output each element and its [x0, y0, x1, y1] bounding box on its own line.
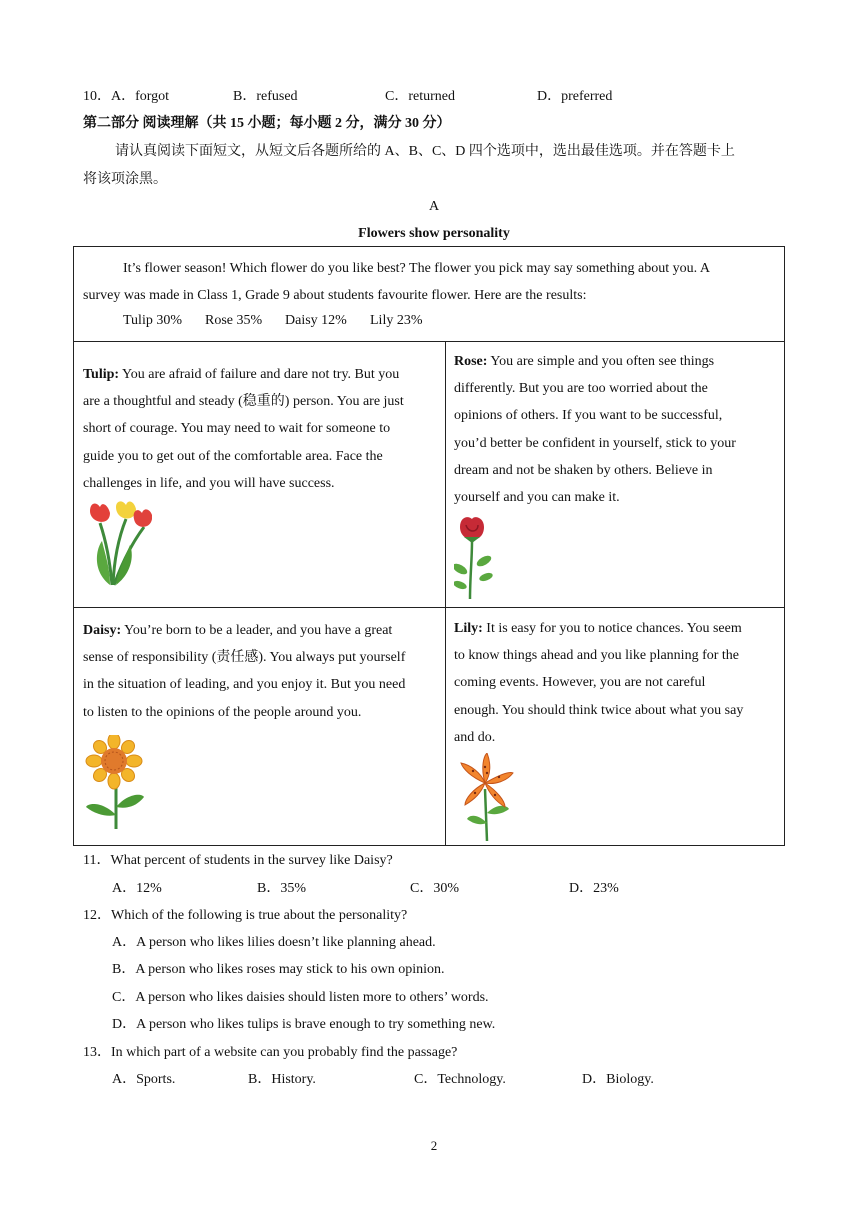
tulip-text: Tulip: You are afraid of failure and dare not try. But you are a thoughtful and steady (稳重的) person. You are just short of courage. You may need to wait for someone to guide you to get out of the comfortable area. Face the challenges in life, and you will have success.	[83, 367, 404, 491]
rose-label: Rose:	[454, 354, 488, 369]
question-number: 10．	[83, 89, 111, 104]
option-c[interactable]: C．A person who likes daisies should listen more to others’ words.	[112, 990, 489, 1005]
question-number: 13．	[83, 1045, 111, 1060]
instruction-line-1: 请认真阅读下面短文，从短文后各题所给的 A、B、C、D 四个选项中，选出最佳选项。并在答题卡上	[115, 144, 735, 159]
sunflower-icon	[82, 735, 146, 831]
option-c[interactable]: C．returned	[385, 89, 455, 104]
option-c[interactable]: C．Technology.	[414, 1072, 506, 1087]
option-d[interactable]: D．A person who likes tulips is brave enough to try something new.	[112, 1017, 496, 1032]
option-b[interactable]: B．35%	[257, 881, 306, 896]
option-d[interactable]: D．23%	[569, 881, 619, 896]
question-number: 11．	[83, 853, 111, 868]
question-text: What percent of students in the survey like Daisy?	[110, 853, 393, 868]
daisy-text: Daisy: You’re born to be a leader, and you have a great sense of responsibility (责任感). You always put yourself in the situation of leading, and you enjoy it. But you need to listen to the opinions of the people around you.	[83, 623, 406, 720]
result-tulip: Tulip 30%	[123, 313, 183, 328]
option-b[interactable]: B．History.	[248, 1072, 316, 1087]
flower-table	[73, 246, 785, 846]
question-11	[83, 851, 393, 871]
question-10	[83, 87, 169, 107]
question-text: In which part of a website can you probably find the passage?	[111, 1045, 458, 1060]
option-c[interactable]: C．30%	[410, 881, 459, 896]
result-rose: Rose 35%	[205, 313, 263, 328]
page-number: 2	[430, 1138, 438, 1153]
option-b[interactable]: B．refused	[233, 89, 298, 104]
tiger-lily-icon	[457, 753, 515, 843]
option-b[interactable]: B．A person who likes roses may stick to his own opinion.	[112, 962, 445, 977]
intro-line-2: survey was made in Class 1, Grade 9 about students favourite flower. Here are the results:	[83, 288, 587, 303]
daisy-label: Daisy:	[83, 623, 122, 638]
lily-label: Lily:	[454, 621, 483, 636]
divider	[445, 341, 446, 845]
passage-title: Flowers show personality	[358, 226, 510, 241]
option-a[interactable]: A．12%	[112, 881, 162, 896]
result-daisy: Daisy 12%	[285, 313, 347, 328]
divider	[74, 607, 784, 608]
rose-icon	[454, 515, 500, 599]
question-12	[83, 906, 407, 926]
option-d[interactable]: D．Biology.	[582, 1072, 654, 1087]
option-a[interactable]: A．Sports.	[112, 1072, 176, 1087]
intro-line-1: It’s flower season! Which flower do you like best? The flower you pick may say something about you. A	[123, 261, 710, 276]
question-text: Which of the following is true about the personality?	[111, 908, 408, 923]
option-a[interactable]: A．forgot	[111, 89, 170, 104]
option-d[interactable]: D．preferred	[537, 89, 613, 104]
question-number: 12．	[83, 908, 111, 923]
tulip-label: Tulip:	[83, 367, 120, 382]
tulip-bouquet-icon	[82, 501, 152, 587]
divider	[74, 341, 784, 342]
question-13	[83, 1043, 457, 1063]
instruction-line-2: 将该项涂黑。	[83, 172, 167, 187]
passage-letter: A	[428, 199, 440, 214]
result-lily: Lily 23%	[370, 313, 423, 328]
lily-text: Lily: It is easy for you to notice chances. You seem to know things ahead and you like planning for the coming events. However, you are not careful enough. You should think twice about what you say and do.	[454, 621, 744, 745]
option-a[interactable]: A．A person who likes lilies doesn’t like planning ahead.	[112, 935, 436, 950]
part-title: 第二部分 阅读理解（共 15 小题；每小题 2 分，满分 30 分）	[83, 116, 451, 131]
rose-text: Rose: You are simple and you often see things differently. But you are too worried about the opinions of others. If you want to be successful, you’d better be confident in yourself, stick to your dream and not be shaken by others. Believe in yourself and you can make it.	[454, 354, 736, 506]
